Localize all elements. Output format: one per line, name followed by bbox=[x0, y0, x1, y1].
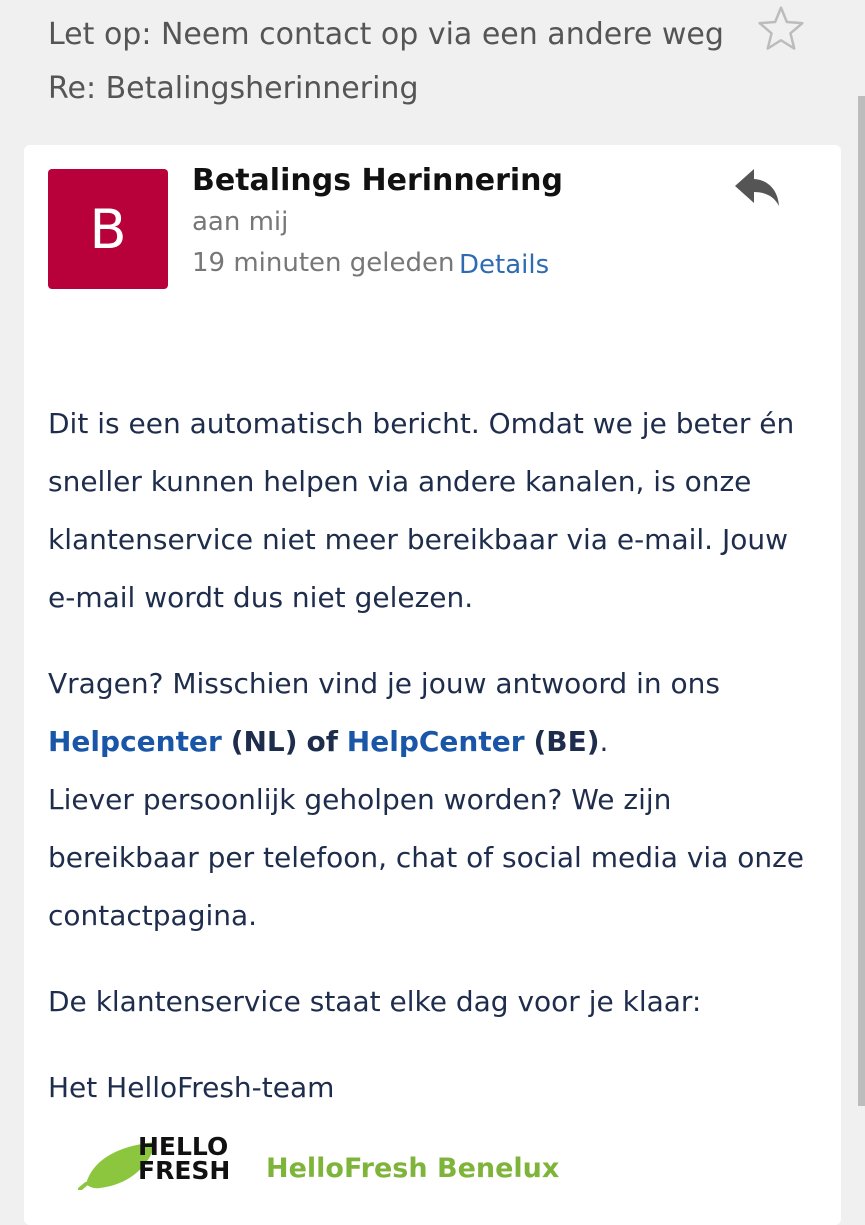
subject-line-title: Re: Betalingsherinnering bbox=[48, 71, 419, 106]
be-label: (BE) bbox=[533, 725, 600, 758]
sender-avatar bbox=[48, 169, 168, 289]
email-body bbox=[48, 395, 818, 1117]
signature: Het HelloFresh-team bbox=[48, 1071, 335, 1104]
reply-icon[interactable] bbox=[732, 165, 782, 209]
of-label: of bbox=[306, 725, 338, 758]
scrollbar[interactable] bbox=[858, 96, 865, 1106]
helpcenter-nl-link[interactable]: Helpcenter bbox=[48, 725, 222, 758]
footer-brand bbox=[48, 1132, 748, 1205]
period: . bbox=[599, 725, 609, 758]
email-subject bbox=[48, 8, 724, 116]
sender-name: Betalings Herinnering bbox=[192, 163, 564, 198]
body-paragraph-3: De klantenservice staat elke dag voor je klaar: bbox=[48, 985, 702, 1018]
logo-line-fresh: FRESH bbox=[138, 1156, 231, 1185]
hellofresh-logo-text bbox=[138, 1132, 231, 1185]
logo-line-hello: HELLO bbox=[138, 1132, 229, 1161]
star-icon[interactable] bbox=[754, 2, 808, 56]
body-paragraph-2-end: Liever persoonlijk geholpen worden? We zijn bereikbaar per telefoon, chat of social media via onze contactpagina. bbox=[48, 783, 805, 932]
helpcenter-be-link[interactable]: HelpCenter bbox=[346, 725, 525, 758]
timestamp: 19 minuten geleden bbox=[192, 248, 455, 278]
body-paragraph-2-start: Vragen? Misschien vind je jouw antwoord in ons bbox=[48, 667, 720, 700]
subject-line-warning: Let op: Neem contact op via een andere weg bbox=[48, 17, 724, 52]
avatar-letter: B bbox=[89, 197, 127, 261]
body-paragraph-1: Dit is een automatisch bericht. Omdat we je beter én sneller kunnen helpen via andere kanalen, is onze klantenservice niet meer bereikbaar via e-mail. Jouw e-mail wordt dus niet gelezen. bbox=[48, 407, 795, 614]
email-card bbox=[24, 145, 841, 1225]
body-paragraph-2 bbox=[48, 655, 818, 945]
recipient-label: aan mij bbox=[192, 207, 289, 237]
nl-label: (NL) bbox=[230, 725, 298, 758]
details-link[interactable]: Details bbox=[459, 250, 550, 280]
brand-name: HelloFresh Benelux bbox=[266, 1153, 560, 1184]
